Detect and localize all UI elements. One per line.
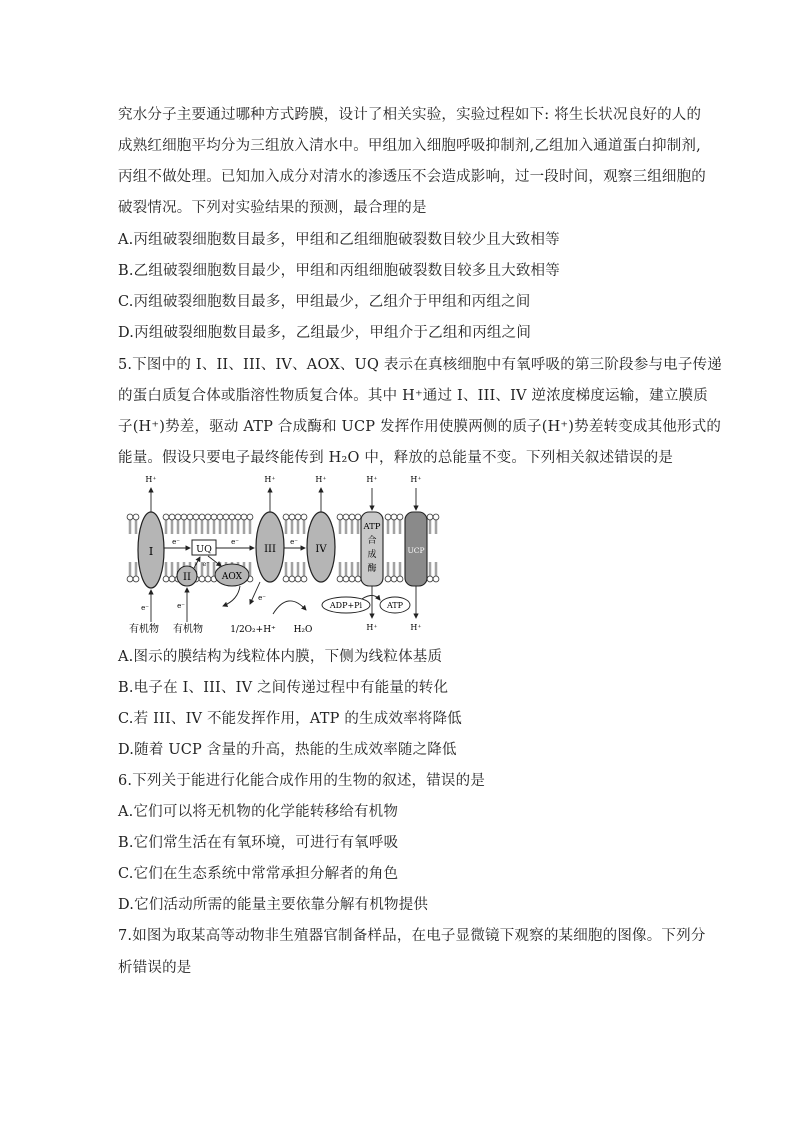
lipid-part	[175, 514, 181, 520]
lipid-part	[229, 514, 235, 520]
lipid-part	[235, 514, 241, 520]
h-plus-top-4: H⁺	[366, 475, 378, 484]
q5-option-c: C.若 III、IV 不能发挥作用，ATP 的生成效率将降低	[118, 711, 463, 727]
q5-line-4: 能量。假设只要电子最终能传到 H₂O 中，释放的总能量不变。下列相关叙述错误的是	[118, 450, 674, 466]
lipid-part	[169, 514, 175, 520]
lipid-part	[343, 514, 349, 520]
h-plus-bottom-2: H⁺	[410, 623, 422, 632]
lipid-part	[205, 514, 211, 520]
q4-option-c: C.丙组破裂细胞数目最多，甲组最少，乙组介于甲组和丙组之间	[118, 294, 531, 310]
q4-option-d: D.丙组破裂细胞数目最多，乙组最少，甲组介于乙组和丙组之间	[118, 325, 532, 341]
electron-label-5: e⁻	[141, 604, 149, 612]
organic-label-1: 有机物	[129, 624, 159, 635]
q6-option-d: D.它们活动所需的能量主要依靠分解有机物提供	[118, 897, 429, 913]
complex-i-label: I	[148, 545, 154, 558]
lipid-part	[433, 576, 439, 582]
q4-option-a: A.丙组破裂细胞数目最多，甲组和乙组细胞破裂数目较少且大致相等	[118, 232, 560, 248]
electron-transport-figure	[118, 472, 448, 640]
q5-line-3: 子(H⁺)势差，驱动 ATP 合成酶和 UCP 发挥作用使膜两侧的质子(H⁺)势差转变成其他形式的	[118, 419, 722, 435]
h-plus-top-2: H⁺	[264, 475, 276, 484]
lipid-part	[211, 514, 217, 520]
lipid-part	[247, 514, 253, 520]
q6-line-1: 6.下列关于能进行化能合成作用的生物的叙述，错误的是	[118, 773, 486, 789]
lipid-part	[223, 514, 229, 520]
lipid-part	[133, 514, 139, 520]
lipid-part	[433, 514, 439, 520]
lipid-part	[355, 576, 361, 582]
lipid-part	[343, 576, 349, 582]
uq-label: UQ	[196, 544, 212, 555]
lipid-part	[301, 576, 307, 582]
q5-line-1: 5.下图中的 I、II、III、IV、AOX、UQ 表示在真核细胞中有氧呼吸的第三阶段参与电子传递	[118, 357, 722, 373]
lipid-part	[295, 576, 301, 582]
lipid-part	[349, 514, 355, 520]
electron-label-7: e⁻	[258, 594, 266, 602]
lipid-part	[397, 514, 403, 520]
electron-label-4: e⁻	[202, 560, 210, 568]
lipid-part	[193, 514, 199, 520]
lipid-part	[187, 514, 193, 520]
q7-line-2: 析错误的是	[118, 960, 192, 976]
complex-ii-label: II	[183, 572, 191, 583]
membrane-diagram	[118, 472, 448, 640]
electron-label-3: e⁻	[290, 538, 298, 546]
lipid-part	[199, 514, 205, 520]
h-plus-bottom-1: H⁺	[366, 623, 378, 632]
atp-label: ATP	[386, 601, 404, 610]
organic-label-2: 有机物	[173, 624, 203, 635]
lipid-part	[163, 514, 169, 520]
electron-label-6: e⁻	[177, 602, 185, 610]
q5-option-a: A.图示的膜结构为线粒体内膜，下侧为线粒体基质	[118, 649, 443, 665]
q7-line-1: 7.如图为取某高等动物非生殖器官制备样品，在电子显微镜下观察的某细胞的图像。下列分	[118, 928, 706, 944]
q4-line-4: 破裂情况。下列对实验结果的预测，最合理的是	[118, 200, 427, 216]
water-label: H₂O	[293, 625, 313, 635]
lipid-part	[385, 514, 391, 520]
q4-line-3: 丙组不做处理。已知加入成分对清水的渗透压不会造成影响，过一段时间，观察三组细胞的	[118, 169, 706, 185]
ucp-label: UCP	[407, 546, 425, 555]
q6-option-c: C.它们在生态系统中常常承担分解者的角色	[118, 866, 399, 882]
lipid-part	[199, 576, 205, 582]
lipid-part	[205, 576, 211, 582]
q4-line-1: 究水分子主要通过哪种方式跨膜，设计了相关实验，实验过程如下: 将生长状况良好的人的	[118, 107, 702, 123]
lipid-part	[181, 514, 187, 520]
electron-label-1: e⁻	[172, 538, 180, 546]
h-plus-top-1: H⁺	[145, 475, 157, 484]
electron-label-2: e⁻	[231, 538, 239, 546]
lipid-part	[289, 576, 295, 582]
lipid-part	[163, 576, 169, 582]
atp-synthase-label-2: 合	[367, 536, 377, 546]
lipid-part	[289, 514, 295, 520]
adp-label: ADP+Pi	[329, 601, 363, 610]
h-plus-top-5: H⁺	[410, 475, 422, 484]
lipid-part	[427, 576, 433, 582]
lipid-part	[217, 514, 223, 520]
lipid-part	[133, 576, 139, 582]
lipid-part	[397, 576, 403, 582]
q5-line-2: 的蛋白质复合体或脂溶性物质复合体。其中 H⁺通过 I、III、IV 逆浓度梯度运输，建立膜质	[118, 388, 708, 404]
lipid-part	[127, 576, 133, 582]
lipid-part	[169, 576, 175, 582]
q6-option-a: A.它们可以将无机物的化学能转移给有机物	[118, 804, 399, 820]
lipid-part	[295, 514, 301, 520]
atp-synthase-label-3: 成	[367, 550, 377, 560]
complex-iv-label: IV	[315, 544, 327, 555]
lipid-part	[337, 514, 343, 520]
atp-synthase-label-4: 酶	[367, 564, 377, 574]
lipid-part	[349, 576, 355, 582]
lipid-part	[241, 514, 247, 520]
q4-line-2: 成熟红细胞平均分为三组放入清水中。甲组加入细胞呼吸抑制剂,乙组加入通道蛋白抑制剂,	[118, 138, 701, 154]
q5-option-d: D.随着 UCP 含量的升高，热能的生成效率随之降低	[118, 742, 457, 758]
lipid-part	[283, 514, 289, 520]
h-plus-top-3: H⁺	[315, 475, 327, 484]
lipid-part	[385, 576, 391, 582]
lipid-part	[355, 514, 361, 520]
lipid-part	[337, 576, 343, 582]
oxygen-label: 1/2O₂+H⁺	[230, 625, 276, 635]
lipid-part	[283, 576, 289, 582]
q6-option-b: B.它们常生活在有氧环境，可进行有氧呼吸	[118, 835, 399, 851]
atp-synthase-label-1: ATP	[363, 522, 381, 532]
lipid-part	[301, 514, 307, 520]
lipid-part	[391, 514, 397, 520]
q4-option-b: B.乙组破裂细胞数目最少，甲组和丙组细胞破裂数目较多且大致相等	[118, 263, 560, 279]
q5-option-b: B.电子在 I、III、IV 之间传递过程中有能量的转化	[118, 680, 449, 696]
aox-label: AOX	[221, 572, 243, 582]
lipid-part	[391, 576, 397, 582]
lipid-part	[427, 514, 433, 520]
lipid-part	[127, 514, 133, 520]
complex-iii-label: III	[264, 544, 276, 555]
